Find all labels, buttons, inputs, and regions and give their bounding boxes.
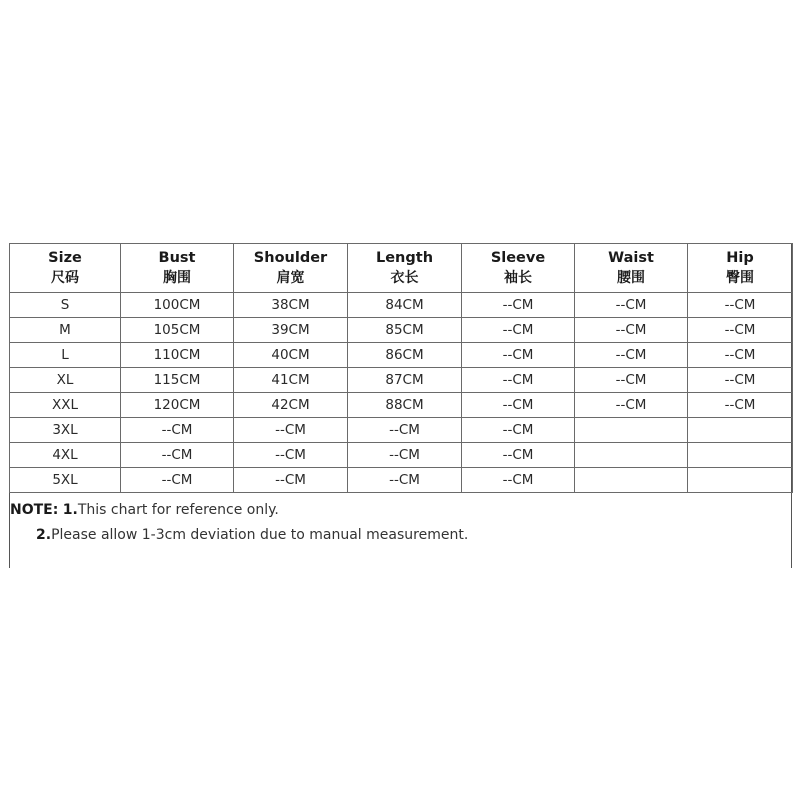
table-cell: XXL — [10, 393, 121, 418]
table-row — [10, 443, 793, 468]
header-hip: Hip 臀围 — [688, 244, 793, 293]
table-cell: --CM — [688, 393, 793, 418]
table-cell: --CM — [688, 343, 793, 368]
table-cell: 3XL — [10, 418, 121, 443]
table-cell: --CM — [462, 368, 575, 393]
note-item-1-text: This chart for reference only. — [77, 502, 279, 518]
table-cell: --CM — [462, 393, 575, 418]
table-cell: 87CM — [348, 368, 462, 393]
table-cell — [575, 443, 688, 468]
note-item-2-text: Please allow 1-3cm deviation due to manual measurement. — [51, 527, 469, 543]
table-cell: 120CM — [121, 393, 234, 418]
table-cell: --CM — [462, 293, 575, 318]
table-cell: --CM — [462, 443, 575, 468]
table-cell: 88CM — [348, 393, 462, 418]
header-bust: Bust 胸围 — [121, 244, 234, 293]
table-cell — [688, 418, 793, 443]
table-cell: M — [10, 318, 121, 343]
table-cell: --CM — [234, 418, 348, 443]
table-cell: 105CM — [121, 318, 234, 343]
note-line-1 — [10, 498, 790, 523]
table-cell: --CM — [575, 343, 688, 368]
table-cell: 115CM — [121, 368, 234, 393]
table-row — [10, 343, 793, 368]
table-cell: --CM — [462, 468, 575, 493]
table-cell: 42CM — [234, 393, 348, 418]
table-cell: --CM — [575, 318, 688, 343]
table-cell — [688, 468, 793, 493]
table-cell: --CM — [462, 318, 575, 343]
note-item-1-number: 1. — [62, 502, 78, 518]
table-cell: --CM — [121, 418, 234, 443]
table-cell: --CM — [121, 468, 234, 493]
table-cell: 84CM — [348, 293, 462, 318]
table-cell: 38CM — [234, 293, 348, 318]
table-cell — [575, 468, 688, 493]
table-cell — [575, 418, 688, 443]
notes-section — [10, 498, 790, 548]
table-cell: 4XL — [10, 443, 121, 468]
table-cell: --CM — [688, 368, 793, 393]
table-body — [10, 293, 793, 493]
table-cell: 110CM — [121, 343, 234, 368]
table-cell: --CM — [575, 368, 688, 393]
table-cell: 85CM — [348, 318, 462, 343]
table-cell — [688, 443, 793, 468]
table-row — [10, 468, 793, 493]
table-cell: 40CM — [234, 343, 348, 368]
table-cell: 86CM — [348, 343, 462, 368]
table-row — [10, 368, 793, 393]
header-shoulder: Shoulder 肩宽 — [234, 244, 348, 293]
table-cell: 41CM — [234, 368, 348, 393]
table-cell: --CM — [575, 393, 688, 418]
table-cell: --CM — [462, 343, 575, 368]
header-size: Size 尺码 — [10, 244, 121, 293]
table-cell: --CM — [688, 293, 793, 318]
table-cell: 100CM — [121, 293, 234, 318]
table-cell: --CM — [462, 418, 575, 443]
table-cell: --CM — [348, 443, 462, 468]
table-row — [10, 393, 793, 418]
table-cell: --CM — [688, 318, 793, 343]
header-length: Length 衣长 — [348, 244, 462, 293]
table-cell: S — [10, 293, 121, 318]
note-line-2 — [10, 523, 790, 548]
table-cell: --CM — [348, 418, 462, 443]
table-row — [10, 318, 793, 343]
table-row — [10, 418, 793, 443]
header-sleeve: Sleeve 袖长 — [462, 244, 575, 293]
size-chart-table — [9, 243, 793, 493]
table-cell: --CM — [234, 443, 348, 468]
table-cell: 39CM — [234, 318, 348, 343]
table-cell: --CM — [348, 468, 462, 493]
note-item-2-number: 2. — [36, 527, 52, 543]
table-cell: --CM — [575, 293, 688, 318]
table-cell: --CM — [234, 468, 348, 493]
header-waist: Waist 腰围 — [575, 244, 688, 293]
table-cell: --CM — [121, 443, 234, 468]
table-cell: 5XL — [10, 468, 121, 493]
header-row — [10, 244, 793, 293]
note-label: NOTE: — [10, 502, 59, 518]
table-row — [10, 293, 793, 318]
table-cell: XL — [10, 368, 121, 393]
table-cell: L — [10, 343, 121, 368]
